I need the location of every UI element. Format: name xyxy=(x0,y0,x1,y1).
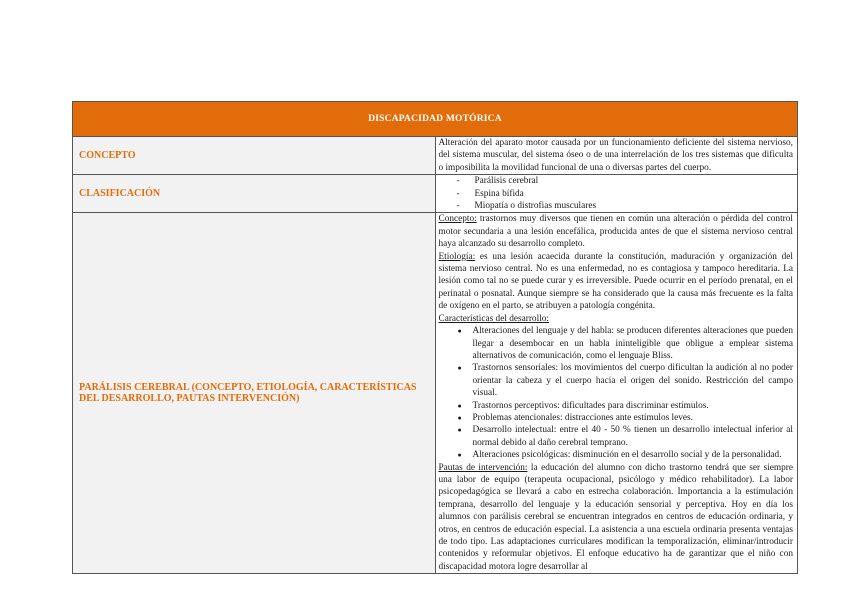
content-paralisis xyxy=(435,213,798,574)
label-clasificacion: CLASIFICACIÓN xyxy=(73,175,436,213)
list-item: ● Desarrollo intelectual: entre el 40 - 50 % tienen un desarrollo intelectual inferior al normal debido al daño cerebral temprano. xyxy=(439,424,794,449)
concepto-text: trastornos muy diversos que tienen en común una alteración o pérdida del control motor secundaria a una lesión encefálica, producida antes de que el sistema nervioso central haya alcanzado su desarrollo completo. xyxy=(438,214,793,250)
list-item: ● Alteraciones psicológicas: disminución en el desarrollo social y de la personalidad. xyxy=(439,449,794,461)
etiologia-text: es una lesión acaecida durante la constitución, maduración y organización del sistema nervioso central. No es una enfermedad, no es contagiosa y tampoco hereditaria. La lesión como tal no se puede curar y es irreversible. Puede ocurrir en el período prenatal, en el perinatal o posnatal. Aunque siempre se ha considerado que la causa más frecuente es la falta de oxígeno en el parto, se atribuyen a patología congénita. xyxy=(438,251,793,312)
list-item: - Parálisis cerebral xyxy=(439,175,794,187)
etiologia-heading: Etiología: xyxy=(438,251,476,262)
title-row xyxy=(73,102,798,137)
concepto-paragraph xyxy=(439,213,794,250)
label-concepto: CONCEPTO xyxy=(73,137,436,175)
list-item: - Espina bífida xyxy=(439,188,794,200)
row-concepto xyxy=(73,137,798,175)
list-item: - Miopatía o distrofias musculares xyxy=(439,200,794,212)
label-paralisis: PARÁLISIS CEREBRAL (CONCEPTO, ETIOLOGÍA, CARACTERÍSTICAS DEL DESARROLLO, PAUTAS INTERVENCIÓN) xyxy=(73,213,436,574)
content-clasificacion xyxy=(435,175,798,213)
caracteristicas-heading: Características del desarrollo: xyxy=(438,313,549,324)
table-title: DISCAPACIDAD MOTÓRICA xyxy=(73,102,798,137)
row-paralisis xyxy=(73,213,798,574)
list-item: ● Trastornos perceptivos: dificultades para discriminar estímulos. xyxy=(439,400,794,412)
pautas-heading: Pautas de intervención: xyxy=(438,462,528,473)
pautas-text: la educación del alumno con dicho trastorno tendrá que ser siempre una labor de equipo (terapeuta ocupacional, psicólogo y médico rehabilitador). La labor psicopedagógica se llevará a cabo en estrecha colaboración. Importancia a la estimulación temprana, desarrollo del lenguaje y la educación sensorial y perceptiva. Hoy en día los alumnos con parálisis cerebral se encuentran integrados en centros de educación ordinaria, y otros, en centros de educación especial. La asistencia a una escuela ordinaria presenta ventajas de todo tipo. Las adaptaciones curriculares modifican la temporalización, eliminar/introducir contenidos y reformular objetivos. El enfoque educativo ha de garantizar que el niño con discapacidad motora logre desarrollar al xyxy=(438,462,794,572)
pautas-paragraph xyxy=(439,462,794,574)
list-item: ● Trastornos sensoriales: los movimientos del cuerpo dificultan la audición al no poder orientar la cabeza y el cuerpo hacia el origen del sonido. Restricción del campo visual. xyxy=(439,362,794,399)
etiologia-paragraph xyxy=(439,251,794,313)
document-table xyxy=(72,101,798,574)
content-concepto: Alteración del aparato motor causada por un funcionamiento deficiente del sistema nervioso, del sistema muscular, del sistema óseo o de una interrelación de los tres sistemas que dificulta o imposibilita la movilidad funcional de una o diversas partes del cuerpo. xyxy=(435,137,798,175)
clasificacion-list xyxy=(439,175,794,212)
list-item: ● Alteraciones del lenguaje y del habla: se producen diferentes alteraciones que pueden llegar a desembocar en un habla ininteligible que obligue a emplear sistema alternativos de comunicación, como el lenguaje Bliss. xyxy=(439,325,794,362)
concepto-heading: Concepto: xyxy=(438,214,477,225)
caracteristicas-list xyxy=(439,325,794,461)
list-item: ● Problemas atencionales: distracciones ante estímulos leves. xyxy=(439,412,794,424)
row-clasificacion xyxy=(73,175,798,213)
